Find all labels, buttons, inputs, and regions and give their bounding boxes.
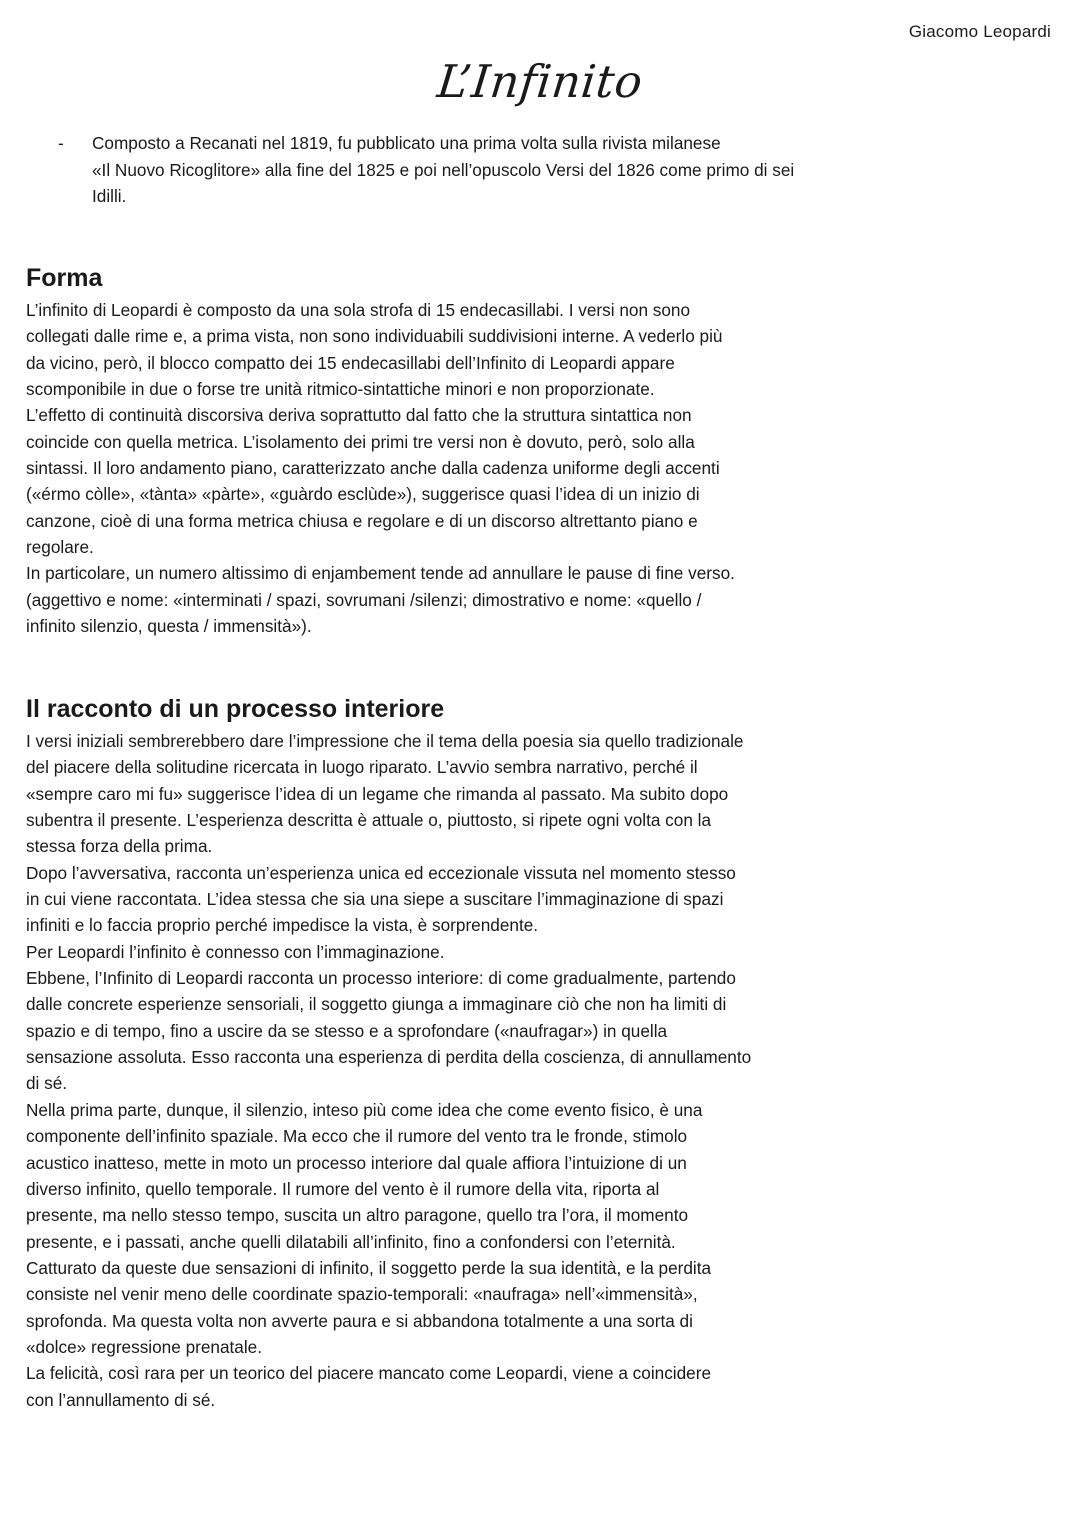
paragraph-line: Per Leopardi l’infinito è connesso con l’immaginazione. <box>26 941 445 962</box>
paragraph-line: regolare. <box>26 537 94 558</box>
paragraph-line: subentra il presente. L’esperienza descritta è attuale o, piuttosto, si ripete ogni volta con la <box>26 810 712 831</box>
bullet-dash: - <box>58 133 64 153</box>
paragraph-line: con l’annullamento di sé. <box>26 1389 216 1410</box>
paragraph-line: presente, e i passati, anche quelli dilatabili all’infinito, fino a confondersi con l’eternità. <box>26 1231 676 1252</box>
paragraph-line: sintassi. Il loro andamento piano, caratterizzato anche dalla cadenza uniforme degli accenti <box>26 458 720 479</box>
intro-line: Composto a Recanati nel 1819, fu pubblicato una prima volta sulla rivista milanese <box>92 133 721 153</box>
paragraph-line: L’infinito di Leopardi è composto da una sola strofa di 15 endecasillabi. I versi non sono <box>26 300 691 320</box>
paragraph-line: infinito silenzio, questa / immensità»). <box>26 616 312 637</box>
paragraph-line: stessa forza della prima. <box>26 836 213 857</box>
paragraph-line: La felicità, così rara per un teorico del piacere mancato come Leopardi, viene a coincidere <box>26 1363 712 1384</box>
author-name: Giacomo Leopardi <box>908 22 1051 41</box>
intro-line: «Il Nuovo Ricoglitore» alla fine del 1825 e poi nell’opuscolo Versi del 1826 come primo di sei <box>92 159 795 180</box>
section-heading-racconto: Il racconto di un processo interiore <box>26 695 445 723</box>
paragraph-line: Dopo l’avversativa, racconta un’esperienza unica ed eccezionale vissuta nel momento stesso <box>26 862 736 883</box>
paragraph-line: acustico inatteso, mette in moto un processo interiore dal quale affiora l’intuizione di un <box>26 1152 687 1173</box>
paragraph-line: diverso infinito, quello temporale. Il rumore del vento è il rumore della vita, riporta al <box>26 1178 660 1199</box>
section-body-racconto <box>26 728 886 1413</box>
paragraph-line: scomponibile in due o forse tre unità ritmico-sintattiche minori e non proporzionate. <box>26 379 655 400</box>
intro-bullet-item <box>58 130 938 210</box>
paragraph-line: presente, ma nello stesso tempo, suscita un altro paragone, quello tra l’ora, il momento <box>26 1205 689 1226</box>
paragraph-line: («érmo còlle», «tànta» «pàrte», «guàrdo esclùde»), suggerisce quasi l’idea di un inizio di <box>26 484 700 505</box>
paragraph-line: canzone, cioè di una forma metrica chiusa e regolare e di un discorso altrettanto piano e <box>26 510 698 531</box>
paragraph-line: del piacere della solitudine ricercata in luogo riparato. L’avvio sembra narrativo, perché il <box>26 757 698 778</box>
intro-line: Idilli. <box>92 186 127 206</box>
paragraph-line: sprofonda. Ma questa volta non avverte paura e si abbandona totalmente a una sorta di <box>26 1310 693 1331</box>
paragraph-line: componente dell’infinito spaziale. Ma ecco che il rumore del vento tra le fronde, stimolo <box>26 1126 688 1147</box>
paragraph-line: di sé. <box>26 1073 68 1094</box>
intro-text <box>92 130 938 210</box>
section-body-forma <box>26 297 886 639</box>
paragraph-line: Catturato da queste due sensazioni di infinito, il soggetto perde la sua identità, e la perdita <box>26 1257 712 1278</box>
paragraph-line: in cui viene raccontata. L’idea stessa che sia una siepe a suscitare l’immaginazione di spazi <box>26 889 724 910</box>
paragraph-line: consiste nel venir meno delle coordinate spazio-temporali: «naufraga» nell’«immensità», <box>26 1284 698 1305</box>
paragraph-line: da vicino, però, il blocco compatto dei 15 endecasillabi dell’Infinito di Leopardi appare <box>26 352 675 373</box>
paragraph-line: collegati dalle rime e, a prima vista, non sono individuabili suddivisioni interne. A vederlo più <box>26 326 723 347</box>
section-heading-forma: Forma <box>26 264 103 292</box>
paragraph-line: In particolare, un numero altissimo di enjambement tende ad annullare le pause di fine verso. <box>26 563 735 584</box>
paragraph-line: sensazione assoluta. Esso racconta una esperienza di perdita della coscienza, di annullamento <box>26 1047 752 1068</box>
paragraph-line: coincide con quella metrica. L’isolamento dei primi tre versi non è dovuto, però, solo alla <box>26 431 695 452</box>
page-title: L’Infinito <box>434 55 646 108</box>
paragraph-line: infiniti e lo faccia proprio perché impedisce la vista, è sorprendente. <box>26 915 539 936</box>
paragraph-line: (aggettivo e nome: «interminati / spazi, sovrumani /silenzi; dimostrativo e nome: «quello / <box>26 589 702 610</box>
paragraph-line: L’effetto di continuità discorsiva deriva soprattutto dal fatto che la struttura sintattica non <box>26 405 692 426</box>
paragraph-line: spazio e di tempo, fino a uscire da se stesso e a sprofondare («naufragar») in quella <box>26 1020 668 1041</box>
paragraph-line: «sempre caro mi fu» suggerisce l’idea di un legame che rimanda al passato. Ma subito dopo <box>26 783 729 804</box>
paragraph-line: «dolce» regressione prenatale. <box>26 1336 263 1357</box>
paragraph-line: Nella prima parte, dunque, il silenzio, inteso più come idea che come evento fisico, è una <box>26 1099 703 1120</box>
paragraph-line: I versi iniziali sembrerebbero dare l’impressione che il tema della poesia sia quello tradizionale <box>26 731 744 751</box>
paragraph-line: Ebbene, l’Infinito di Leopardi racconta un processo interiore: di come gradualmente, partendo <box>26 968 736 989</box>
paragraph-line: dalle concrete esperienze sensoriali, il soggetto giunga a immaginare ciò che non ha limiti di <box>26 994 727 1015</box>
